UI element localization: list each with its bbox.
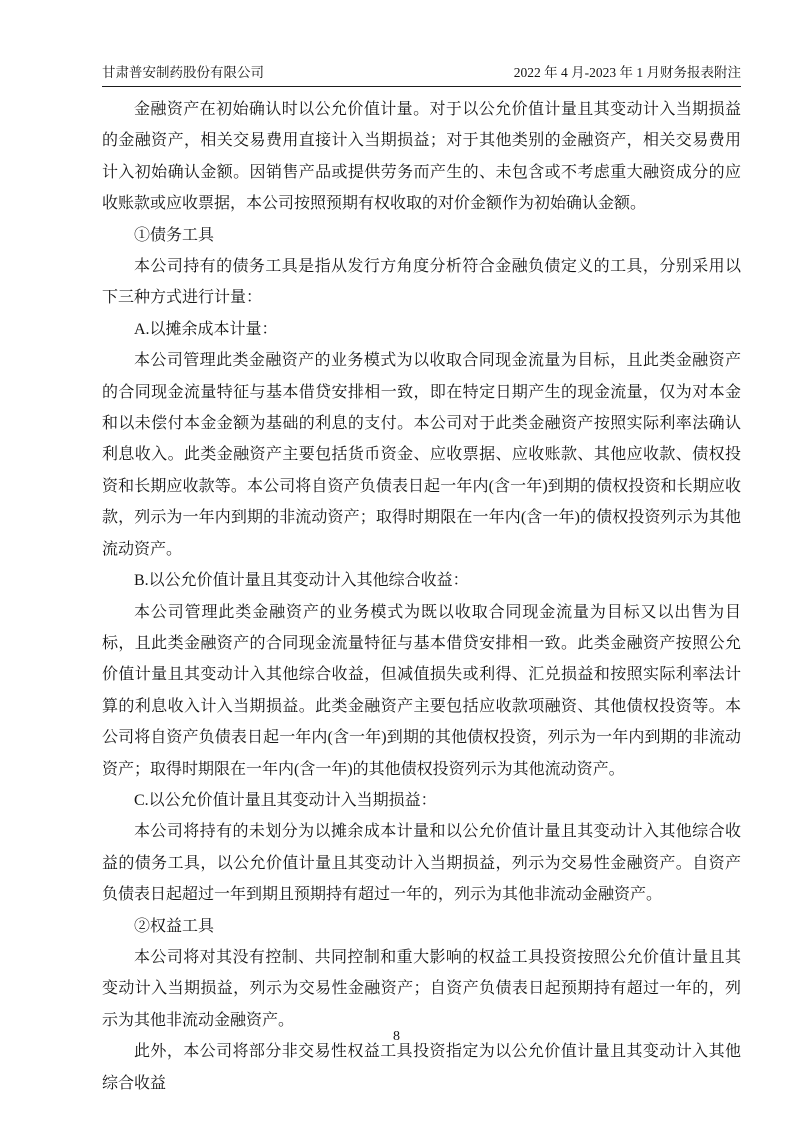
- heading-fvtpl: C.以公允价值计量且其变动计入当期损益：: [134, 791, 437, 809]
- paragraph-fvoci: 本公司管理此类金融资产的业务模式为既以收取合同现金流量为目标又以出售为目标，且此类金融资产的合同现金流量特征与基本借贷安排相一致。此类金融资产按照公允价值计量且其变动计入其他综合收益，但减值损失或利得、汇兑损益和按照实际利率法计算的利息收入计入当期损益。此类金融资产主要包括应收款项融资、其他债权投资等。本公司将自资产负债表日起一年内(含一年)到期的其他债权投资，列示为一年内到期的非流动资产；取得时期限在一年内(含一年)的其他债权投资列示为其他流动资产。: [102, 603, 741, 778]
- document-body: [102, 94, 741, 1099]
- page-number: 8: [393, 1029, 400, 1044]
- heading-equity-instruments: ②权益工具: [134, 917, 215, 935]
- page-header: [102, 0, 741, 82]
- paragraph-fvtpl: 本公司将持有的未划分为以摊余成本计量和以公允价值计量且其变动计入其他综合收益的债务工具，以公允价值计量且其变动计入当期损益，列示为交易性金融资产。自资产负债表日起超过一年到期且预期持有超过一年的，列示为其他非流动金融资产。: [102, 823, 741, 904]
- header-company-name: 甘肃普安制药股份有限公司: [102, 65, 264, 80]
- paragraph-initial-measurement: 金融资产在初始确认时以公允价值计量。对于以公允价值计量且其变动计入当期损益的金融资产，相关交易费用直接计入当期损益；对于其他类别的金融资产，相关交易费用计入初始确认金额。因销售产品或提供劳务而产生的、未包含或不考虑重大融资成分的应收账款或应收票据，本公司按照预期有权收取的对价金额作为初始确认金额。: [102, 101, 741, 213]
- paragraph-debt-instruments-intro: 本公司持有的债务工具是指从发行方角度分析符合金融负债定义的工具，分别采用以下三种方式进行计量：: [102, 258, 741, 307]
- heading-amortized-cost: A.以摊余成本计量：: [134, 320, 278, 338]
- heading-debt-instruments: ①债务工具: [134, 226, 215, 244]
- paragraph-non-trading-equity: 此外，本公司将部分非交易性权益工具投资指定为以公允价值计量且其变动计入其他综合收益: [102, 1043, 741, 1092]
- header-report-title: 2022 年 4 月-2023 年 1 月财务报表附注: [513, 65, 741, 80]
- header-rule: [102, 86, 741, 87]
- page-footer: [0, 1029, 793, 1045]
- heading-fvoci: B.以公允价值计量且其变动计入其他综合收益：: [134, 572, 469, 590]
- paragraph-equity-instruments: 本公司将对其没有控制、共同控制和重大影响的权益工具投资按照公允价值计量且其变动计入当期损益，列示为交易性金融资产；自资产负债表日起预期持有超过一年的，列示为其他非流动金融资产。: [102, 948, 741, 1029]
- paragraph-amortized-cost: 本公司管理此类金融资产的业务模式为以收取合同现金流量为目标，且此类金融资产的合同现金流量特征与基本借贷安排相一致，即在特定日期产生的现金流量，仅为对本金和以未偿付本金金额为基础的利息的支付。本公司对于此类金融资产按照实际利率法确认利息收入。此类金融资产主要包括货币资金、应收票据、应收账款、其他应收款、债权投资和长期应收款等。本公司将自资产负债表日起一年内(含一年)到期的债权投资和长期应收款，列示为一年内到期的非流动资产；取得时期限在一年内(含一年)的债权投资列示为其他流动资产。: [102, 352, 741, 558]
